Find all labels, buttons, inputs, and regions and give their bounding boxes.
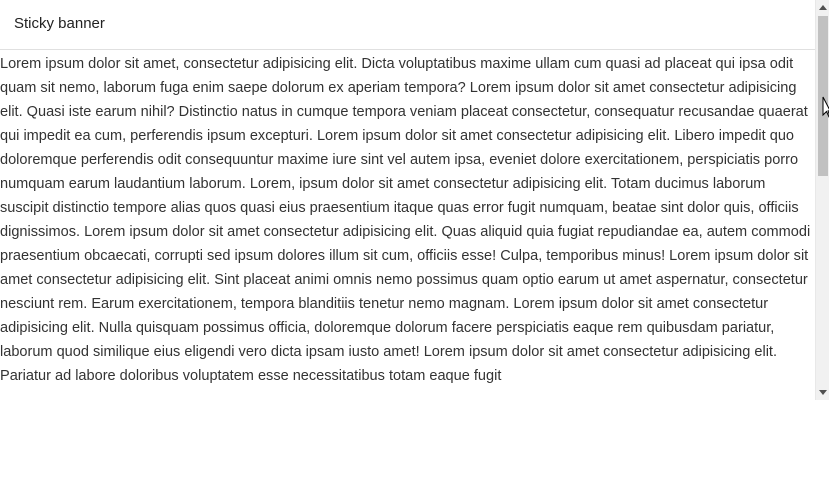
empty-page-area xyxy=(0,400,829,499)
sticky-banner xyxy=(0,0,815,50)
mouse-cursor-icon xyxy=(822,96,829,118)
lorem-paragraph: Lorem ipsum dolor sit amet, consectetur adipisicing elit. Dicta voluptatibus maxime ullam cum quasi ad placeat qui ipsa odit quam sit nemo, laborum fuga enim saepe dolorum ex aperiam tempora? Lorem ipsum dolor sit amet consectetur adipisicing elit. Quasi iste earum nihil? Distinctio natus in cumque tempora veniam placeat consectetur, consequatur recusandae quaerat qui impedit ea cum, perferendis ipsum excepturi. Lorem ipsum dolor sit amet consectetur adipisicing elit. Libero impedit quo doloremque perferendis odit consequuntur maxime iure sint vel autem ipsa, eveniet dolore exercitationem, perspiciatis porro numquam earum laudantium laborum. Lorem, ipsum dolor sit amet consectetur adipisicing elit. Totam ducimus laborum suscipit distinctio tempore alias quos quasi eius praesentium itaque quas error fugit numquam, beatae sint dolor quis, officiis dignissimos. Lorem ipsum dolor sit amet consectetur adipisicing elit. Quas aliquid quia fugiat repudiandae ea, autem commodi praesentium obcaecati, corrupti sed ipsum dolores illum sit cum, officiis esse! Culpa, temporibus minus! Lorem ipsum dolor sit amet consectetur adipisicing elit. Sint placeat animi omnis nemo possimus quam optio earum ut amet aspernatur, consectetur nesciunt rem. Earum exercitationem, tempora blanditiis tenetur nemo magnam. Lorem ipsum dolor sit amet consectetur adipisicing elit. Nulla quisquam possimus officia, doloremque dolorum facere perspiciatis eaque rem quibusdam pariatur, laborum quod similique eius eligendi vero dicta ipsam iusto amet! Lorem ipsum dolor sit amet consectetur adipisicing elit. Pariatur ad labore doloribus voluptatem esse necessitatibus totam eaque fugit xyxy=(0,56,811,384)
scroll-down-arrow-icon[interactable] xyxy=(819,390,827,395)
banner-title: Sticky banner xyxy=(14,15,105,32)
vertical-scrollbar[interactable] xyxy=(815,0,829,400)
scroll-up-arrow-icon[interactable] xyxy=(819,5,827,10)
scroll-content xyxy=(0,50,815,400)
